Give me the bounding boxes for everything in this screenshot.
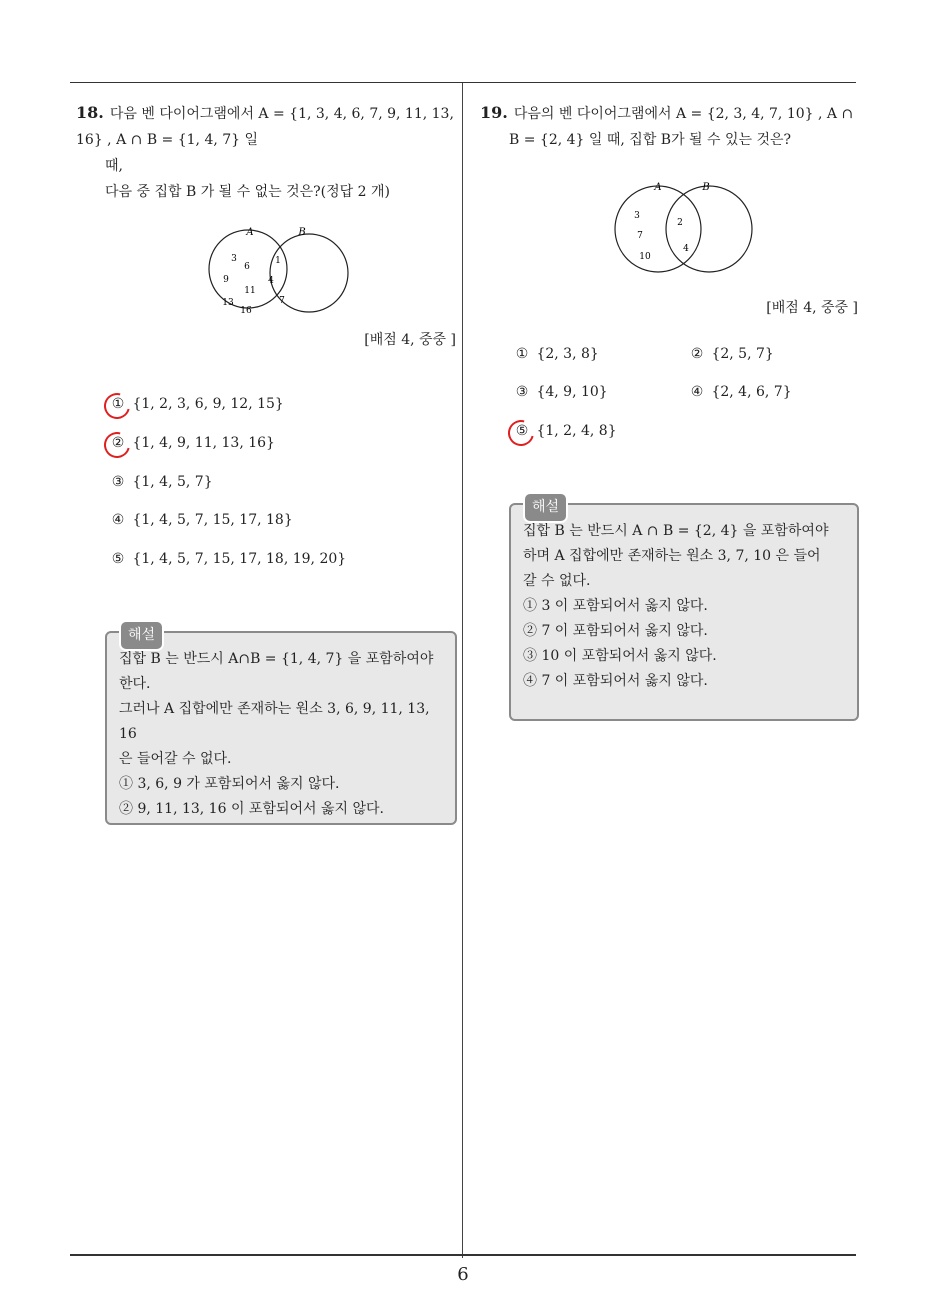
q18-expl-line-1: 집합 B 는 반드시 A∩B = {1, 4, 7} 을 포함하여야 [119,651,434,667]
q18-number: 18. [76,103,104,122]
q18-text-1: 다음 벤 다이어그램에서 A = {1, 3, 4, 6, 7, 9, 11, 13, 16} , A ∩ B = {1, 4, 7} 일 [76,106,454,148]
q19-choice-2[interactable] [687,346,774,362]
q19-choice-3-text: {4, 9, 10} [536,384,608,400]
q19-score: [배점 4, 중중 ] [766,300,858,316]
q18-choice-5-text: {1, 4, 5, 7, 15, 17, 18, 19, 20} [132,551,347,567]
q18-explanation-box [105,627,457,825]
q19-set-a-circle [615,186,701,272]
q18-choice-5-mark: ⑤ [111,551,125,567]
q19-number: 19. [480,103,508,122]
q18-venn-diagram [76,211,456,321]
q19-elem-7: 7 [637,231,643,241]
q18-choice-3[interactable] [108,474,213,490]
q18-elem-6: 6 [244,262,250,272]
q18-expl-line-2: 한다. [119,676,151,692]
q18-choice-4-text: {1, 4, 5, 7, 15, 17, 18} [132,512,293,528]
q18-choice-1-mark: ① [108,396,128,412]
q18-elem-9: 9 [223,275,229,285]
q18-score: [배점 4, 중중 ] [364,332,456,348]
q19-elem-10: 10 [639,252,651,262]
q18-choice-1-text: {1, 2, 3, 6, 9, 12, 15} [132,396,284,412]
page-number: 6 [457,1264,469,1285]
q19-elem-2: 2 [677,218,683,228]
q19-choice-2-mark: ② [690,346,704,362]
q19-text-1: 다음의 벤 다이어그램에서 A = {2, 3, 4, 7, 10} , A ∩ [513,106,854,122]
q19-explanation-tag: 해설 [523,492,568,523]
q19-explanation-box [509,499,859,721]
q19-choice-1[interactable] [512,346,599,362]
q18-choice-5[interactable] [108,551,346,567]
q18-choice-2-text: {1, 4, 9, 11, 13, 16} [132,435,275,451]
q18-expl-line-3: 그러나 A 집합에만 존재하는 원소 3, 6, 9, 11, 13, 16 [119,701,430,742]
q19-choice-4-mark: ④ [690,384,704,400]
q18-explanation-tag: 해설 [119,620,164,651]
question-19 [480,100,858,317]
q19-choice-2-text: {2, 5, 7} [711,346,774,362]
q19-choice-4-text: {2, 4, 6, 7} [711,384,792,400]
q19-line1 [480,100,858,127]
q19-set-b-circle [666,186,752,272]
q19-choice-5-mark: ⑤ [512,423,532,439]
q19-expl-line-2: 하며 A 집합에만 존재하는 원소 3, 7, 10 은 들어 [523,548,821,564]
q18-elem-11: 11 [244,286,256,296]
q19-expl-line-5: ② 7 이 포함되어서 옳지 않다. [523,623,708,639]
q18-choice-2[interactable] [108,435,275,451]
q18-line1 [76,100,456,153]
q19-choice-1-text: {2, 3, 8} [536,346,599,362]
question-18 [76,100,456,349]
q18-elem-16: 16 [240,306,252,316]
q18-expl-line-5: ① 3, 6, 9 가 포함되어서 옳지 않다. [119,776,340,792]
q19-line2: B = {2, 4} 일 때, 집합 B가 될 수 있는 것은? [509,132,792,148]
q18-choice-2-mark: ② [108,435,128,451]
q18-choice-4[interactable] [108,512,293,528]
q18-choice-4-mark: ④ [111,512,125,528]
q18-line2: 때, [105,158,123,174]
q18-label-a: A [246,227,254,238]
q19-expl-line-3: 갈 수 없다. [523,573,591,589]
q18-elem-13: 13 [222,298,234,308]
q18-line3: 다음 중 집합 B 가 될 수 없는 것은?(정답 2 개) [105,184,390,200]
q18-elem-1: 1 [275,256,281,266]
q18-choice-1[interactable] [108,396,284,412]
q18-expl-line-4: 은 들어갈 수 없다. [119,751,232,767]
bottom-rule [70,1254,856,1256]
top-rule [70,82,856,83]
q18-choice-3-mark: ③ [111,474,125,490]
q18-label-b: B [298,227,306,238]
q19-choice-5[interactable] [512,423,617,439]
q19-choice-3-mark: ③ [515,384,529,400]
q19-choice-5-text: {1, 2, 4, 8} [536,423,617,439]
q19-expl-line-6: ③ 10 이 포함되어서 옳지 않다. [523,648,717,664]
q19-label-b: B [702,182,710,193]
q18-expl-line-6: ② 9, 11, 13, 16 이 포함되어서 옳지 않다. [119,801,384,817]
q18-elem-3: 3 [231,254,237,264]
q19-venn-diagram [480,161,858,281]
q19-elem-3: 3 [634,211,640,221]
q19-expl-line-4: ① 3 이 포함되어서 옳지 않다. [523,598,708,614]
q18-elem-4: 4 [268,276,274,286]
q19-elem-4: 4 [683,244,689,254]
q19-label-a: A [654,182,662,193]
column-divider [462,83,463,1258]
q19-choice-1-mark: ① [515,346,529,362]
q19-choice-3[interactable] [512,384,608,400]
q18-elem-7: 7 [279,296,285,306]
q19-choice-4[interactable] [687,384,792,400]
q19-expl-line-1: 집합 B 는 반드시 A ∩ B = {2, 4} 을 포함하여야 [523,523,829,539]
q18-choice-3-text: {1, 4, 5, 7} [132,474,213,490]
q19-expl-line-7: ④ 7 이 포함되어서 옳지 않다. [523,673,708,689]
